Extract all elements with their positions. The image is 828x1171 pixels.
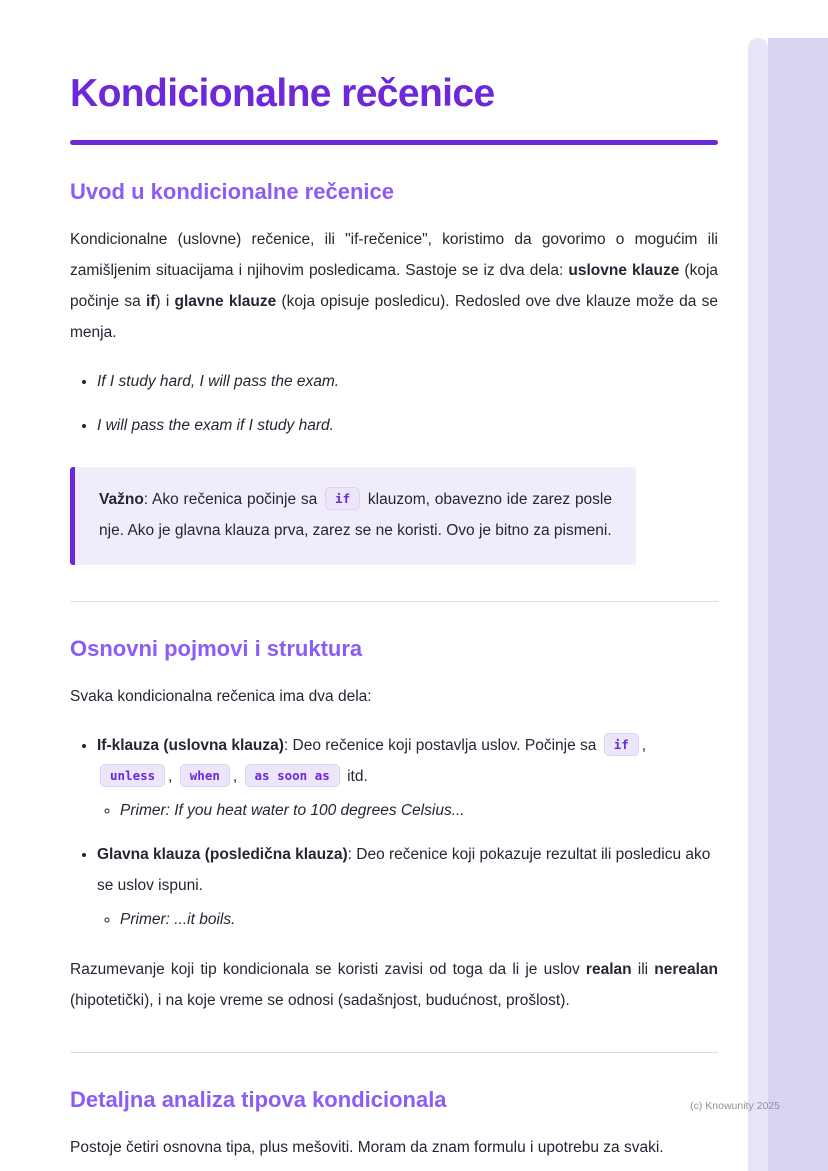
example-list [70, 366, 718, 441]
text-run: , [641, 736, 647, 754]
bold-text-run: nerealan [654, 960, 718, 978]
text-run: klauzom, obavezno ide zarez posle nje. Ako je glavna klauza prva, zarez se ne koristi. Ovo je bitno za pismeni. [99, 490, 612, 539]
text-run: itd. [342, 767, 368, 785]
callout-text [99, 484, 612, 546]
code-chip: when [180, 764, 230, 788]
note-page [70, 0, 718, 1163]
section-heading-osnovni: Osnovni pojmovi i struktura [70, 635, 363, 661]
example-text: If I study hard, I will pass the exam. [97, 372, 340, 390]
sub-example-text: Primer: ...it boils. [120, 910, 236, 928]
example-item-2 [97, 410, 718, 441]
text-run: : Ako rečenica počinje sa [143, 490, 323, 508]
definition-list [70, 730, 718, 935]
intro-paragraph [70, 224, 718, 348]
section-divider-2 [70, 1052, 718, 1053]
bold-text-run: Glavna klauza (posledična klauza) [97, 845, 348, 863]
right-margin-band [768, 38, 828, 1171]
detaljna-lead: Postoje četiri osnovna tipa, plus mešoviti. Moram da znam formulu i upotrebu za svaki. [70, 1138, 664, 1156]
text-run: : Deo rečenice koji pokazuje rezultat ili posledicu ako se uslov ispuni. [97, 845, 711, 894]
code-chip: if [604, 733, 639, 757]
sub-example-list [97, 795, 718, 826]
text-run: (koja počinje sa [70, 261, 719, 310]
page-title: Kondicionalne rečenice [70, 72, 495, 115]
text-run: : Deo rečenice koji postavlja uslov. Počinje sa [283, 736, 601, 754]
code-chip: if [325, 487, 360, 511]
text-run: (hipotetički), i na koje vreme se odnosi (sadašnjost, budućnost, prošlost). [70, 991, 570, 1009]
important-callout [70, 467, 636, 565]
bold-text-run: glavne klauze [174, 292, 277, 310]
title-underline [70, 140, 718, 145]
section-uvod [70, 179, 718, 565]
sub-example-item [120, 795, 718, 826]
bold-text-run: If-klauza (uslovna klauza) [97, 736, 284, 754]
section-divider-1 [70, 601, 718, 602]
definition-text [97, 737, 646, 785]
bold-text-run: realan [585, 960, 632, 978]
code-chip: as soon as [245, 764, 340, 788]
definition-text [97, 846, 710, 894]
definition-item-if-klauza [97, 730, 718, 826]
example-item-1 [97, 366, 718, 397]
sub-example-list [97, 904, 718, 935]
text-run: ) i [155, 292, 175, 310]
osnovni-closing-paragraph [70, 954, 718, 1016]
text-run: , [232, 767, 242, 785]
bold-text-run: uslovne klauze [568, 261, 680, 279]
text-run: Kondicionalne (uslovne) rečenice, ili "if-rečenice", koristimo da govorimo o mogućim ili zamišljenim situacijama i njihovim posledicama. Sastoje se iz dva dela: [70, 230, 718, 279]
definition-item-glavna-klauza [97, 839, 718, 935]
bold-text-run: if [145, 292, 156, 310]
text-run: ili [631, 960, 655, 978]
osnovni-lead: Svaka kondicionalna rečenica ima dva dela: [70, 687, 372, 705]
sub-example-text: Primer: If you heat water to 100 degrees Celsius... [120, 801, 465, 819]
sub-example-item [120, 904, 718, 935]
scrollbar-thumb[interactable] [748, 38, 768, 1171]
copyright-label: (c) Knowunity 2025 [690, 1100, 780, 1112]
text-run: , [168, 767, 177, 785]
section-detaljna [70, 1087, 718, 1163]
section-heading-uvod: Uvod u kondicionalne rečenice [70, 178, 394, 204]
text-run: Razumevanje koji tip kondicionala se koristi zavisi od toga da li je uslov [70, 960, 586, 978]
code-chip: unless [100, 764, 165, 788]
section-osnovni [70, 636, 718, 1016]
text-run: (koja opisuje posledicu). Redosled ove dve klauze može da se menja. [70, 292, 719, 341]
example-text: I will pass the exam if I study hard. [97, 416, 334, 434]
bold-text-run: Važno [99, 490, 144, 508]
section-heading-detaljna: Detaljna analiza tipova kondicionala [70, 1086, 447, 1112]
